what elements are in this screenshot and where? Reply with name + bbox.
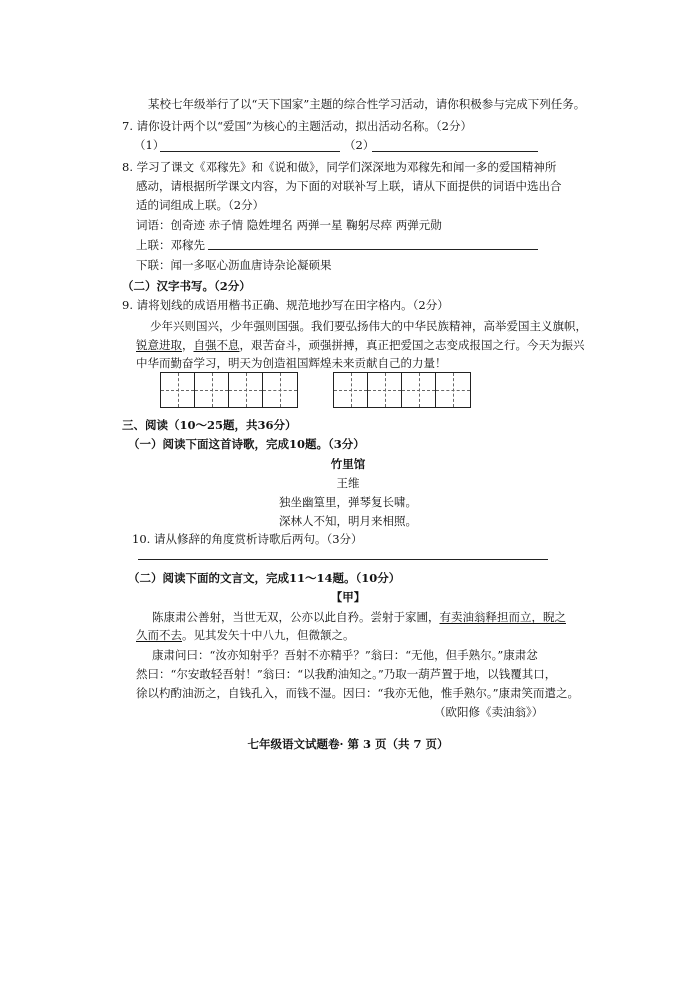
question-8-line-2: 感动，请根据所学课文内容，为下面的对联补写上联，请从下面提供的词语中选出合 [136, 179, 562, 193]
q8-lower-couplet: 下联：闻一多呕心沥血唐诗杂论凝硕果 [136, 258, 332, 272]
poem-line-1: 独坐幽篁里，弹琴复长啸。 [279, 495, 417, 509]
section-handwriting-heading: （二）汉字书写。（2分） [122, 279, 251, 293]
classical-line-5: 徐以杓酌油沥之，自钱孔入，而钱不湿。因曰：“我亦无他，惟手熟尔。”康肃笑而遣之。 [136, 686, 580, 700]
tianzige-grid-1[interactable] [160, 372, 298, 408]
poem-section-heading: （一）阅读下面这首诗歌，完成10题。（3分） [128, 437, 365, 451]
classical-line-4: 然曰：“尔安敢轻吾射！”翁曰：“以我酌油知之。”乃取一葫芦置于地，以钱覆其口， [136, 667, 557, 681]
grid-cell[interactable] [195, 373, 229, 407]
q9-passage-line-1: 少年兴则国兴，少年强则国强。我们要弘扬伟大的中华民族精神，高举爱国主义旗帜， [150, 319, 587, 333]
question-9: 9. 请将划线的成语用楷书正确、规范地抄写在田字格内。（2分） [122, 298, 449, 312]
idiom-underlined-2: 自强不息 [193, 338, 240, 352]
tianzige-grid-2[interactable] [333, 372, 471, 408]
question-8-line-1: 8. 学习了课文《邓稼先》和《说和做》，同学们深深地为邓稼先和闻一多的爱国精神所 [122, 160, 557, 174]
intro-text: 某校七年级举行了以“天下国家”主题的综合性学习活动，请你积极参与完成下列任务。 [148, 97, 586, 111]
question-8-line-3: 适的词组成上联。（2分） [136, 198, 265, 212]
q7-blank-2-label: （2） [344, 138, 375, 152]
poem-line-2: 深林人不知，明月来相照。 [279, 514, 417, 528]
q10-answer-line[interactable] [138, 559, 548, 560]
underlined-sentence: 有卖油翁释担而立，睨之 [439, 610, 566, 624]
poem-author: 王维 [336, 476, 360, 490]
q7-answer-line-2[interactable] [372, 151, 538, 152]
q7-blank-1-label: （1） [134, 138, 165, 152]
grid-cell[interactable] [334, 373, 368, 407]
idiom-underlined-1: 锐意进取 [136, 338, 182, 352]
section-reading-heading: 三、阅读（10～25题，共36分） [122, 418, 297, 432]
grid-cell[interactable] [263, 373, 297, 407]
classical-line-3: 康肃问曰：“汝亦知射乎？吾射不亦精乎？”翁曰：“无他，但手熟尔。”康肃忿 [152, 648, 538, 662]
grid-cell[interactable] [161, 373, 195, 407]
q8-upper-couplet-line[interactable] [208, 249, 538, 250]
q7-answer-line-1[interactable] [160, 151, 340, 152]
classical-source: （欧阳修《卖油翁》） [434, 705, 544, 719]
classical-section-heading: （二）阅读下面的文言文，完成11～14题。（10分） [128, 571, 401, 585]
question-10: 10. 请从修辞的角度赏析诗歌后两句。（3分） [132, 532, 363, 546]
underlined-sentence-cont: 久而不去 [136, 628, 182, 642]
classical-line-2: 久而不去。见其发矢十中八九，但微颔之。 [136, 628, 355, 642]
page-footer: 七年级语文试题卷· 第 3 页（共 7 页） [247, 737, 449, 751]
grid-cell[interactable] [436, 373, 470, 407]
q8-upper-couplet-label: 上联：邓稼先 [136, 238, 205, 252]
classical-line-1: 陈康肃公善射，当世无双，公亦以此自矜。尝射于家圃，有卖油翁释担而立，睨之 [152, 610, 566, 624]
grid-cell[interactable] [229, 373, 263, 407]
poem-title: 竹里馆 [330, 457, 366, 471]
passage-label-jia: 【甲】 [330, 590, 366, 604]
question-7: 7. 请你设计两个以“爱国”为核心的主题活动，拟出活动名称。（2分） [122, 119, 472, 133]
q9-passage-line-3: 中华而勤奋学习，明天为创造祖国辉煌未来贡献自己的力量！ [136, 356, 447, 370]
q9-passage-line-2: 锐意进取，自强不息，艰苦奋斗，顽强拼搏，真正把爱国之志变成报国之行。今天为振兴 [136, 338, 585, 352]
grid-cell[interactable] [402, 373, 436, 407]
grid-cell[interactable] [368, 373, 402, 407]
q8-word-list: 词语：创奇迹 赤子情 隐姓埋名 两弹一星 鞠躬尽瘁 两弹元勋 [136, 218, 442, 232]
